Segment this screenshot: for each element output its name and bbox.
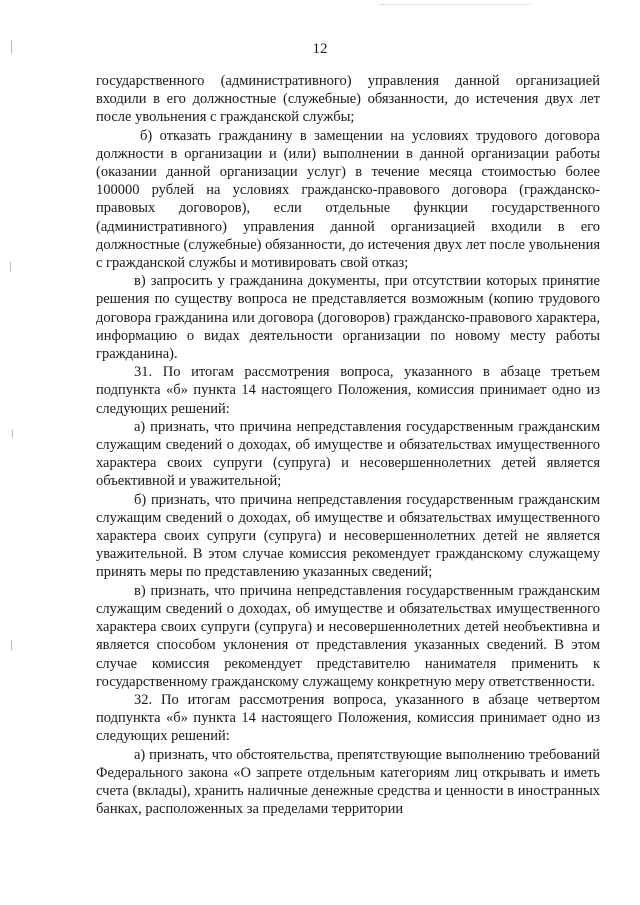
paragraph-clause-31-item-a: а) признать, что причина непредставления государственным гражданским служащим сведений о доходах, об имуществе и обязательствах имущественного характера своих супруги (супруга) и несовершеннолетних детей является объективной и уважительной; <box>96 418 600 490</box>
paragraph-item-b-refuse: б) отказать гражданину в замещении на условиях трудового договора должности в организации и (или) выполнении в данной организации работы (оказании данной организации услуг) в течение месяца стоимостью более 100000 рублей на условиях гражданско-правового договора (гражданско-правовых договоров), если отдельные функции государственного (административного) управления данной организацией входили в его должностные (служебные) обязанности, до истечения двух лет после увольнения с гражданской службы и мотивировать свой отказ; <box>96 127 600 272</box>
paragraph-clause-31-item-v: в) признать, что причина непредставления государственным гражданским служащим сведений о доходах, об имуществе и обязательствах имущественного характера своих супруги (супруга) и несовершеннолетних детей необъективна и является способом уклонения от представления указанных сведений. В этом случае комиссия рекомендует представителю нанимателя применить к государственному гражданскому служащему конкретную меру ответственности. <box>96 582 600 690</box>
paragraph-clause-32-item-a: а) признать, что обстоятельства, препятствующие выполнению требований Федерального закона «О запрете отдельным категориям лиц открывать и иметь счета (вклады), хранить наличные денежные средства и ценности в иностранных банках, расположенных за пределами территории <box>96 746 600 818</box>
paragraph-clause-32: 32. По итогам рассмотрения вопроса, указанного в абзаце четвертом подпункта «б» пункта 14 настоящего Положения, комиссия принимает одно из следующих решений: <box>96 691 600 745</box>
scan-artifact-top <box>380 4 530 6</box>
scan-artifact-left-3 <box>12 430 13 438</box>
paragraph-clause-31: 31. По итогам рассмотрения вопроса, указанного в абзаце третьем подпункта «б» пункта 14 настоящего Положения, комиссия принимает одно из следующих решений: <box>96 364 600 417</box>
document-body <box>96 72 600 818</box>
scan-artifact-left-2 <box>10 262 11 272</box>
page-number: 12 <box>312 41 328 57</box>
scan-artifact-left-4 <box>11 640 12 650</box>
paragraph-clause-31-item-b: б) признать, что причина непредставления государственным гражданским служащим сведений о доходах, об имуществе и обязательствах имущественного характера своих супруги (супруга) и несовершеннолетних детей не является уважительной. В этом случае комиссия рекомендует гражданскому служащему принять меры по представлению указанных сведений; <box>96 491 600 581</box>
paragraph-item-v-request-documents: в) запросить у гражданина документы, при отсутствии которых принятие решения по существу вопроса не представляется возможным (копию трудового договора гражданина или договора (договоров) гражданско-правового характера, информацию о видах деятельности организации по новому месту работы гражданина). <box>96 273 600 363</box>
paragraph-continuation: государственного (административного) управления данной организацией входили в его должностные (служебные) обязанности, до истечения двух лет после увольнения с гражданской службы; <box>96 73 600 126</box>
